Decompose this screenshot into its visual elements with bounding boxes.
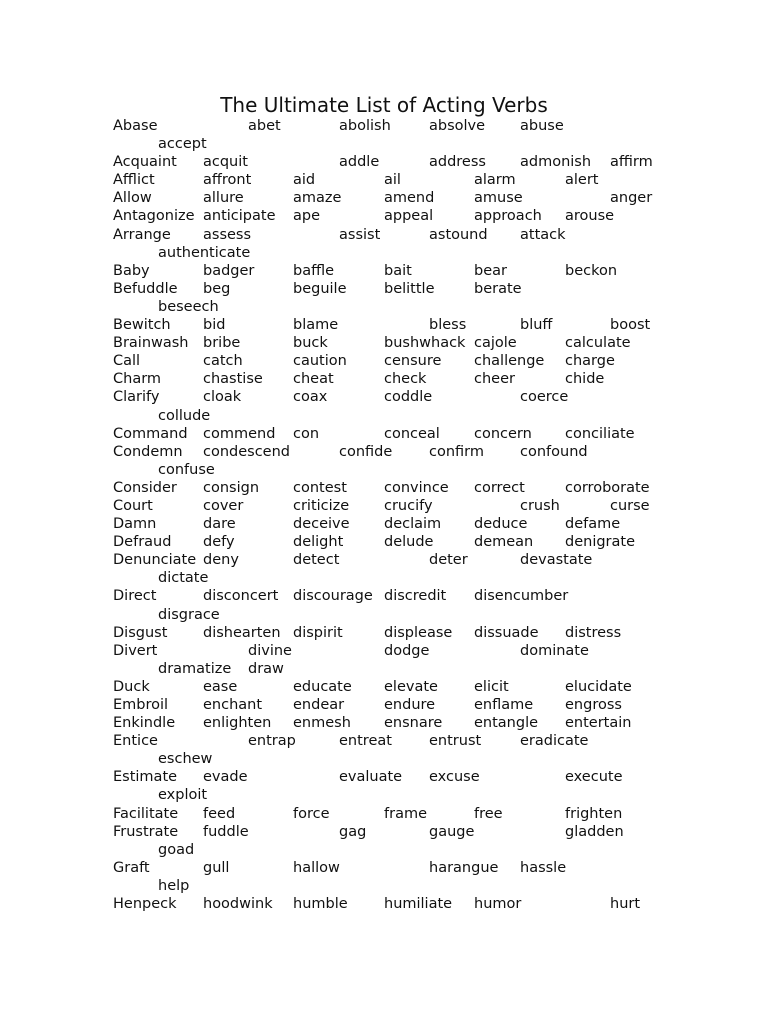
verb-word: affront: [203, 172, 252, 189]
verb-word: Brainwash: [113, 335, 189, 352]
verb-word: bribe: [203, 335, 241, 352]
text-line: [0, 171, 768, 189]
verb-word: entrap: [248, 733, 296, 750]
verb-word: cheat: [293, 371, 334, 388]
text-line: [0, 244, 768, 262]
verb-word: abolish: [339, 118, 391, 134]
verb-word: execute: [565, 769, 623, 786]
verb-word: accept: [158, 136, 207, 153]
verb-word: denigrate: [565, 534, 636, 551]
verb-word: defame: [565, 516, 621, 533]
verb-word: check: [384, 371, 427, 388]
verb-word: charge: [565, 353, 615, 370]
verb-word: confound: [520, 443, 588, 460]
text-line: [0, 732, 768, 750]
verb-word: bait: [384, 262, 412, 279]
verb-word: Henpeck: [113, 896, 177, 913]
verb-word: ease: [203, 678, 238, 695]
verb-word: enchant: [203, 697, 263, 713]
verb-word: defy: [203, 534, 235, 551]
verb-word: chastise: [203, 371, 263, 388]
text-line: [0, 189, 768, 207]
verb-word: demean: [474, 534, 534, 551]
verb-word: gag: [339, 823, 367, 840]
verb-word: conceal: [384, 425, 440, 442]
verb-word: assess: [203, 226, 252, 243]
verb-word: Antagonize: [113, 208, 195, 225]
verb-word: anger: [610, 190, 653, 207]
verb-word: Charm: [113, 371, 162, 388]
verb-word: evaluate: [339, 769, 403, 786]
verb-word: discredit: [384, 588, 447, 605]
verb-word: Denunciate: [113, 552, 197, 569]
verb-word: conciliate: [565, 425, 635, 442]
verb-word: entertain: [565, 715, 632, 732]
verb-word: dissuade: [474, 624, 539, 641]
text-line: [0, 370, 768, 388]
verb-word: Court: [113, 497, 153, 514]
verb-word: Enkindle: [113, 715, 176, 732]
text-line: [0, 407, 768, 425]
verb-word: dramatize: [158, 660, 232, 677]
verb-word: cloak: [203, 389, 242, 406]
text-line: [0, 388, 768, 406]
text-line: [0, 226, 768, 244]
verb-word: eradicate: [520, 733, 589, 750]
verb-word: Afflict: [113, 172, 155, 189]
verb-word: hoodwink: [203, 896, 273, 913]
verb-word: gull: [203, 859, 230, 876]
verb-word: Divert: [113, 642, 158, 659]
verb-word: harangue: [429, 859, 499, 876]
text-line: [0, 425, 768, 443]
verb-word: deny: [203, 552, 239, 569]
text-line: [0, 841, 768, 859]
verb-word: berate: [474, 280, 522, 297]
verb-word: Clarify: [113, 389, 160, 406]
verb-word: eschew: [158, 751, 213, 768]
verb-word: amend: [384, 190, 435, 207]
text-line: [0, 768, 768, 786]
verb-word: free: [474, 805, 503, 822]
text-line: [0, 551, 768, 569]
verb-word: dispirit: [293, 624, 343, 641]
verb-word: bless: [429, 317, 467, 334]
verb-word: feed: [203, 805, 236, 822]
verb-word: enlighten: [203, 715, 272, 732]
verb-word: astound: [429, 226, 488, 243]
verb-word: Embroil: [113, 697, 169, 713]
verb-word: assist: [339, 226, 381, 243]
verb-word: Disgust: [113, 624, 168, 641]
text-line: [0, 316, 768, 334]
text-line: [0, 624, 768, 642]
verb-word: amuse: [474, 190, 523, 207]
verb-word: caution: [293, 353, 347, 370]
verb-word: entrust: [429, 733, 482, 750]
verb-word: alarm: [474, 172, 516, 189]
verb-word: hurt: [610, 896, 641, 913]
text-line: [0, 352, 768, 370]
verb-word: beckon: [565, 262, 618, 279]
verb-word: Acquaint: [113, 154, 177, 171]
verb-word: dictate: [158, 570, 209, 587]
verb-word: disencumber: [474, 588, 569, 605]
verb-word: elicit: [474, 678, 509, 695]
verb-word: convince: [384, 479, 449, 496]
verb-word: admonish: [520, 154, 592, 171]
verb-word: confuse: [158, 461, 215, 478]
verb-word: humor: [474, 896, 522, 913]
text-line: [0, 280, 768, 298]
verb-word: blame: [293, 317, 339, 334]
verb-word: educate: [293, 678, 352, 695]
verb-word: Defraud: [113, 534, 172, 551]
verb-word: consign: [203, 479, 260, 496]
text-line: [0, 859, 768, 877]
verb-word: acquit: [203, 154, 248, 171]
verb-word: corroborate: [565, 479, 650, 496]
verb-word: Entice: [113, 733, 158, 750]
text-line: [0, 587, 768, 605]
verb-word: allure: [203, 190, 244, 207]
verb-word: enflame: [474, 697, 534, 713]
text-line: [0, 461, 768, 479]
verb-word: bid: [203, 317, 226, 334]
text-line: [0, 569, 768, 587]
verb-word: correct: [474, 479, 525, 496]
verb-word: Arrange: [113, 226, 171, 243]
verb-word: Graft: [113, 859, 150, 876]
verb-word: beguile: [293, 280, 347, 297]
text-line: [0, 750, 768, 768]
verb-word: ail: [384, 172, 401, 189]
verb-word: coax: [293, 389, 328, 406]
verb-word: Befuddle: [113, 280, 178, 297]
verb-word: crush: [520, 497, 560, 514]
verb-word: Abase: [113, 118, 158, 134]
verb-word: authenticate: [158, 244, 251, 261]
verb-word: anticipate: [203, 208, 276, 225]
verb-word: goad: [158, 841, 195, 858]
verb-word: elucidate: [565, 678, 632, 695]
verb-word: disgrace: [158, 606, 220, 623]
verb-word: contest: [293, 479, 347, 496]
verb-word: Call: [113, 353, 141, 370]
verb-word: engross: [565, 697, 622, 713]
verb-word: fuddle: [203, 823, 249, 840]
verb-word: discourage: [293, 588, 373, 605]
verb-word: coddle: [384, 389, 433, 406]
verb-word: cover: [203, 497, 244, 514]
verb-word: curse: [610, 497, 650, 514]
verb-word: hassle: [520, 859, 567, 876]
text-line: [0, 606, 768, 624]
verb-word: endure: [384, 697, 436, 713]
text-line: [0, 153, 768, 171]
verb-word: evade: [203, 769, 248, 786]
verb-word: bear: [474, 262, 507, 279]
verb-word: enmesh: [293, 715, 351, 732]
verb-word: humble: [293, 896, 348, 913]
verb-word: dodge: [384, 642, 430, 659]
verb-word: appeal: [384, 208, 434, 225]
verb-word: deter: [429, 552, 468, 569]
text-line: [0, 334, 768, 352]
verb-word: criticize: [293, 497, 350, 514]
verb-word: abuse: [520, 118, 564, 134]
verb-word: beseech: [158, 298, 219, 315]
text-line: [0, 696, 768, 714]
verb-word: help: [158, 877, 190, 894]
verb-word: cheer: [474, 371, 515, 388]
verb-word: Estimate: [113, 769, 178, 786]
verb-word: endear: [293, 697, 345, 713]
text-line: [0, 443, 768, 461]
verb-word: baffle: [293, 262, 335, 279]
verb-word: commend: [203, 425, 276, 442]
text-line: [0, 479, 768, 497]
text-line: [0, 660, 768, 678]
verb-word: ensnare: [384, 715, 443, 732]
text-line: [0, 135, 768, 153]
verb-word: cajole: [474, 335, 517, 352]
verb-word: badger: [203, 262, 255, 279]
verb-word: entreat: [339, 733, 392, 750]
verb-word: dishearten: [203, 624, 281, 641]
verb-word: collude: [158, 407, 211, 424]
text-line: [0, 515, 768, 533]
verb-word: excuse: [429, 769, 480, 786]
verb-word: amaze: [293, 190, 342, 207]
verb-word: abet: [248, 118, 281, 134]
verb-word: crucify: [384, 497, 433, 514]
text-line: [0, 497, 768, 515]
text-line: [0, 877, 768, 895]
verb-word: confide: [339, 443, 393, 460]
verb-word: buck: [293, 335, 328, 352]
verb-word: calculate: [565, 335, 631, 352]
verb-word: addle: [339, 154, 380, 171]
verb-word: Direct: [113, 588, 157, 605]
verb-word: attack: [520, 226, 566, 243]
verb-word: divine: [248, 642, 292, 659]
verb-word: Consider: [113, 479, 177, 496]
verb-word: belittle: [384, 280, 435, 297]
verb-word: frame: [384, 805, 427, 822]
verb-word: address: [429, 154, 486, 171]
verb-word: ape: [293, 208, 321, 225]
verb-word: challenge: [474, 353, 545, 370]
verb-word: frighten: [565, 805, 623, 822]
verb-word: delight: [293, 534, 344, 551]
text-line: [0, 823, 768, 841]
verb-word: draw: [248, 660, 284, 677]
verb-word: Command: [113, 425, 188, 442]
verb-word: Baby: [113, 262, 150, 279]
verb-word: condescend: [203, 443, 290, 460]
verb-list: [0, 117, 768, 913]
verb-word: bushwhack: [384, 335, 466, 352]
text-line: [0, 262, 768, 280]
text-line: [0, 786, 768, 804]
verb-word: delude: [384, 534, 434, 551]
text-line: [0, 117, 768, 135]
text-line: [0, 805, 768, 823]
verb-word: dominate: [520, 642, 589, 659]
verb-word: absolve: [429, 118, 486, 134]
verb-word: distress: [565, 624, 622, 641]
verb-word: deceive: [293, 516, 350, 533]
page-title: The Ultimate List of Acting Verbs: [220, 93, 548, 117]
verb-word: con: [293, 425, 320, 442]
verb-word: gladden: [565, 823, 624, 840]
verb-word: force: [293, 805, 330, 822]
verb-word: coerce: [520, 389, 569, 406]
text-line: [0, 895, 768, 913]
verb-word: Duck: [113, 678, 150, 695]
verb-word: gauge: [429, 823, 475, 840]
verb-word: elevate: [384, 678, 438, 695]
verb-word: aid: [293, 172, 316, 189]
text-line: [0, 207, 768, 225]
text-line: [0, 533, 768, 551]
verb-word: devastate: [520, 552, 593, 569]
verb-word: concern: [474, 425, 532, 442]
verb-word: alert: [565, 172, 599, 189]
verb-word: displease: [384, 624, 453, 641]
verb-word: catch: [203, 353, 243, 370]
verb-word: Condemn: [113, 443, 183, 460]
verb-word: disconcert: [203, 588, 279, 605]
verb-word: chide: [565, 371, 605, 388]
verb-word: confirm: [429, 443, 484, 460]
verb-word: hallow: [293, 859, 340, 876]
text-line: [0, 642, 768, 660]
verb-word: beg: [203, 280, 231, 297]
verb-word: bluff: [520, 317, 553, 334]
verb-word: arouse: [565, 208, 615, 225]
verb-word: entangle: [474, 715, 539, 732]
verb-word: Bewitch: [113, 317, 171, 334]
verb-word: Damn: [113, 516, 157, 533]
verb-word: Frustrate: [113, 823, 179, 840]
verb-word: Allow: [113, 190, 152, 207]
verb-word: humiliate: [384, 896, 453, 913]
verb-word: Facilitate: [113, 805, 179, 822]
verb-word: deduce: [474, 516, 528, 533]
verb-word: exploit: [158, 787, 208, 804]
text-line: [0, 298, 768, 316]
verb-word: affirm: [610, 154, 653, 171]
verb-word: detect: [293, 552, 340, 569]
verb-word: dare: [203, 516, 236, 533]
text-line: [0, 678, 768, 696]
verb-word: declaim: [384, 516, 442, 533]
verb-word: boost: [610, 317, 651, 334]
text-line: [0, 714, 768, 732]
verb-word: censure: [384, 353, 442, 370]
verb-word: approach: [474, 208, 542, 225]
